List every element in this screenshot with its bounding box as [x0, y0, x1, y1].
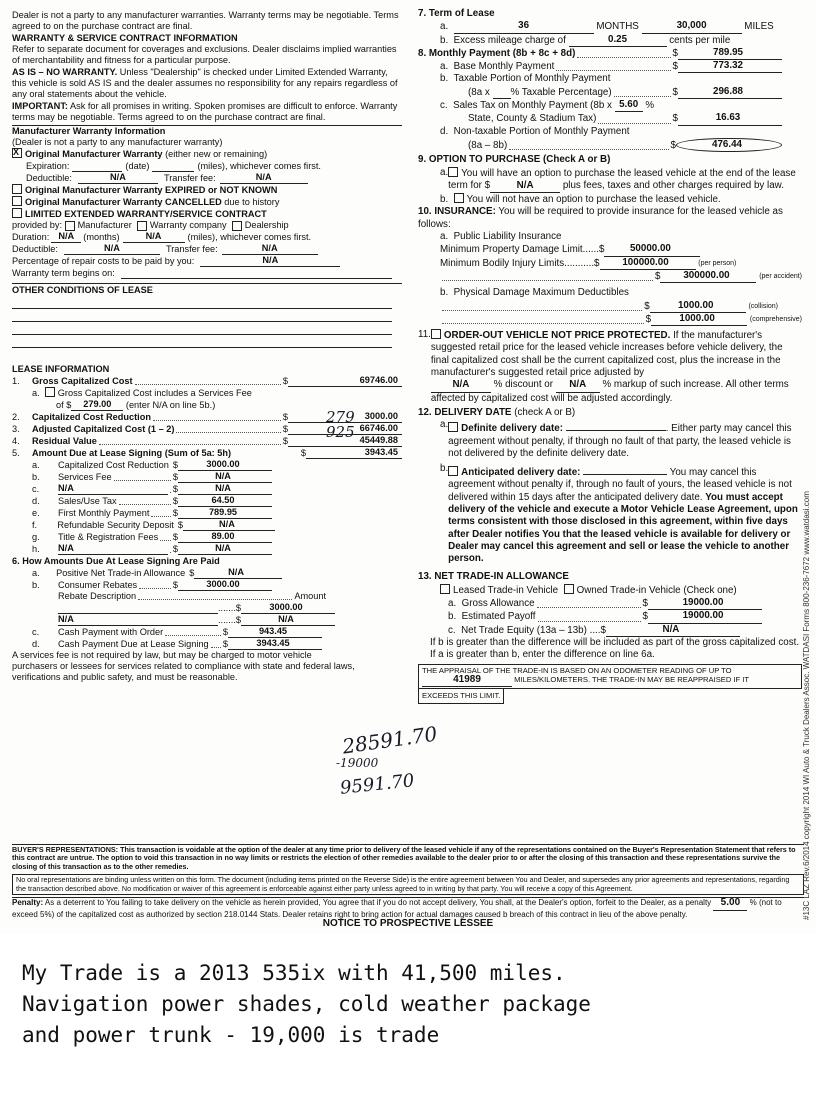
- checkbox[interactable]: [564, 584, 574, 594]
- nontax-row: (8a – 8b) $ 476.44: [418, 138, 802, 152]
- markup-label: % markup of such increase. All other terms affected by capitalized cost will be adjusted accordingly.: [430, 379, 789, 404]
- mfr-sub: (Dealer is not a party to any manufacturer warranty): [12, 137, 223, 147]
- net-equity-row: c. Net Trade Equity (13a – 13b) ....$ N/A: [418, 624, 802, 637]
- net-equity-value[interactable]: N/A: [606, 624, 740, 637]
- min-bodily-value[interactable]: 100000.00: [600, 257, 696, 270]
- gross-allowance-value[interactable]: 19000.00: [648, 597, 762, 610]
- conditions-line[interactable]: [12, 322, 392, 335]
- base-monthly-value[interactable]: 773.32: [678, 60, 782, 73]
- option-b-row: b. You will not have an option to purchase the leased vehicle.: [440, 194, 721, 206]
- sales-tax-row1: c. Sales Tax on Monthly Payment (8b x 5.60 %: [440, 99, 655, 112]
- conditions-line[interactable]: [12, 335, 392, 348]
- item-label: Residual Value: [32, 436, 97, 446]
- deductible2-value[interactable]: N/A: [64, 243, 160, 255]
- definite-label: Definite delivery date:: [461, 423, 563, 435]
- item-letter: a.: [32, 460, 40, 470]
- right-column: [418, 8, 802, 704]
- penalty-text-2: % (not to exceed 5%) of the capitalized cost as authorized by section 218.0144 Stats. Dealer retains right to bring action for actual damages caused b breach of this contract in lieu of the above penalty.: [12, 898, 782, 920]
- percentage-label: Percentage of repair costs to be paid by you:: [12, 256, 195, 266]
- option-a-value[interactable]: N/A: [490, 180, 560, 193]
- item-letter: f.: [32, 520, 38, 530]
- rebate-line-1: .......$ 3000.00: [12, 602, 402, 614]
- item-1a-rest: (enter N/A on line 5b.): [125, 400, 216, 410]
- if-b-text: If b is greater than the difference will be included as part of the gross capitalized cost. If a is greater than b, enter the difference on line 6a.: [430, 636, 800, 661]
- mfr-heading: Manufacturer Warranty Information: [12, 125, 402, 137]
- monthly-payment-value[interactable]: 789.95: [678, 47, 782, 60]
- deductible-label: Deductible:: [12, 244, 58, 254]
- per-accident-label: (per accident): [759, 272, 802, 280]
- discount-label: % discount or: [493, 379, 553, 391]
- limited-label: LIMITED EXTENDED WARRANTY/SERVICE CONTRACT: [25, 209, 267, 219]
- amount-due-line-value[interactable]: N/A: [178, 471, 272, 483]
- net-equity-label: Net Trade Equity (13a – 13b) ....$: [461, 624, 606, 636]
- cap-cost-reduction-value[interactable]: 3000.00: [288, 411, 402, 423]
- adjusted-cap-cost-value[interactable]: 66746.00: [288, 423, 402, 435]
- deductible2-row: [12, 243, 402, 255]
- amount-due-line-value[interactable]: 3000.00: [178, 459, 272, 471]
- delivery-sub: (check A or B): [514, 406, 576, 418]
- item-number: 1.: [12, 376, 20, 386]
- checkbox[interactable]: [137, 221, 147, 231]
- amount-due-line-value[interactable]: N/A: [183, 519, 275, 531]
- expiration-row: [12, 160, 402, 172]
- nontax-label2: (8a – 8b): [468, 139, 508, 151]
- option-a-rest: plus fees, taxes and other charges required by law.: [562, 179, 784, 191]
- public-liability-row: a. Public Liability Insurance: [440, 231, 562, 243]
- conditions-line[interactable]: [12, 309, 392, 322]
- notes-text: My Trade is a 2013 535ix with 41,500 miles. Navigation power shades, cold weather package and power trunk - 19,000 is trade: [22, 961, 591, 1047]
- sub-item-row: e. First Monthly Payment $ 789.95: [12, 507, 402, 519]
- item-label: Consumer Rebates: [58, 580, 138, 590]
- anticipated-bold-text: You must accept delivery of the vehicle and execute a Motor Vehicle Lease Agreement, upon terms consistent with those disclosed in this agreement, within five days after Dealer notifies You that the leased vehicle is available for delivery or Dealer may cancel this agreement and sell or lease the vehicle to another person.: [448, 491, 798, 565]
- item-letter: b.: [32, 472, 40, 482]
- checkbox[interactable]: [12, 184, 22, 194]
- warranty-heading: WARRANTY & SERVICE CONTRACT INFORMATION: [12, 33, 238, 43]
- other-conditions-heading: OTHER CONDITIONS OF LEASE: [12, 283, 402, 296]
- item-letter: d.: [32, 496, 40, 506]
- anticipated-label: Anticipated delivery date:: [461, 467, 581, 479]
- term-row: a. 36 MONTHS 30,000 MILES: [440, 20, 774, 33]
- checkbox[interactable]: [12, 208, 22, 218]
- item-label: Services Fee: [58, 472, 112, 482]
- checkbox[interactable]: [45, 387, 55, 397]
- months-label: (months): [83, 232, 120, 242]
- transfer-fee-label: Transfer fee:: [163, 173, 216, 183]
- min-property-value[interactable]: 50000.00: [604, 243, 700, 256]
- item-number: 3.: [12, 424, 20, 434]
- gross-allowance-label: Gross Allowance: [461, 598, 535, 610]
- sales-tax-label2: State, County & Stadium Tax): [468, 113, 597, 125]
- item-label: N/A: [58, 543, 168, 555]
- item-1-row: 1. Gross Capitalized Cost $ 69746.00: [12, 375, 402, 387]
- item-6-list: [12, 567, 402, 591]
- cancelled-rest: due to history: [224, 197, 280, 207]
- handwritten-9591: 9591.70: [339, 770, 416, 799]
- term-heading: 7. Term of Lease: [418, 8, 495, 19]
- trade-heading: 13. NET TRADE-IN ALLOWANCE: [418, 571, 569, 583]
- sales-tax-pct[interactable]: 5.60: [615, 99, 643, 112]
- bottom-section: [12, 842, 804, 929]
- collision-row: $ 1000.00 (collision): [418, 300, 802, 313]
- sub-item-row: a. Capitalized Cost Reduction $ 3000.00: [12, 459, 402, 471]
- orig-warranty-rest: (either new or remaining): [165, 149, 268, 159]
- item-letter: c.: [32, 484, 40, 494]
- item-number: 2.: [12, 412, 20, 422]
- amount-due-line-value[interactable]: N/A: [178, 483, 272, 495]
- option-heading: 9. OPTION TO PURCHASE (Check A or B): [418, 154, 611, 166]
- item-label: Capitalized Cost Reduction: [32, 412, 151, 422]
- term-miles-value[interactable]: 30,000: [642, 20, 742, 33]
- handwritten-minus-19000: -19000: [336, 756, 379, 770]
- physical-damage-label: Physical Damage Maximum Deductibles: [453, 287, 629, 299]
- collision-label: (collision): [748, 302, 778, 310]
- deductible-row: [12, 172, 402, 184]
- sub-item-row: a. Positive Net Trade-in Allowance $ N/A: [12, 567, 402, 579]
- item-letter: d.: [32, 639, 40, 649]
- option-manufacturer: Manufacturer: [77, 220, 132, 230]
- disclaimer-dealer: Dealer is not a party to any manufacturer warranties. Warranty terms may be negotiable. Terms agreed to on the purchase contract are final.: [12, 10, 399, 31]
- item-label: Cash Payment with Order: [58, 627, 164, 637]
- item-label: Cash Payment Due at Lease Signing: [58, 639, 209, 649]
- accident-row: $ 300000.00 (per accident): [418, 270, 802, 283]
- taxable-portion-value[interactable]: 296.88: [678, 86, 782, 99]
- checkbox[interactable]: [448, 167, 458, 177]
- appraisal-miles-value[interactable]: 41989: [422, 675, 512, 687]
- percentage-row: [12, 255, 402, 267]
- insurance-heading: 10. INSURANCE:: [418, 206, 496, 218]
- option-warranty-company: Warranty company: [149, 220, 227, 230]
- checkbox[interactable]: [448, 466, 458, 476]
- important-text: Ask for all promises in writing. Spoken promises are difficult to enforce. Warranty terms may be negotiable. Terms agreed to on the purchase contract are final.: [12, 101, 398, 122]
- item-label: Adjusted Capitalized Cost (1 – 2): [32, 424, 175, 434]
- taxable-label-row: b. Taxable Portion of Monthly Payment: [440, 73, 611, 85]
- sub-item-row: f. Refundable Security Deposit $ N/A: [12, 519, 402, 531]
- comprehensive-label: (comprehensive): [749, 315, 802, 323]
- appraisal-box: [418, 664, 802, 689]
- months-label: MONTHS: [596, 21, 639, 33]
- insurance-text: You will be required to provide insurance for the leased vehicle as follows:: [418, 206, 783, 230]
- rebate-amount-2[interactable]: N/A: [241, 614, 335, 626]
- orig-warranty-row: [12, 148, 402, 160]
- buyers-rep-text: This transaction is voidable at the option of the dealer at any time prior to delivery of the leased vehicle if any of the representations contained on the Buyer's Representation Statement that refers to this contract are untrue. The option to void this transaction in no way limits or restricts the election of other remedies available to the dealer prior to or after the closing of this transaction and these representations survive the closing of this transaction as to the other remedies.: [12, 845, 796, 871]
- item-6-heading: 6. How Amounts Due At Lease Signing Are Paid: [12, 556, 220, 566]
- min-property-row: [418, 243, 802, 256]
- cancelled-label: Original Manufacturer Warranty CANCELLED: [25, 197, 222, 207]
- buyers-rep-label: BUYER'S REPRESENTATIONS:: [12, 845, 119, 854]
- public-liability-label: Public Liability Insurance: [453, 231, 562, 243]
- excess-value[interactable]: 0.25: [569, 34, 667, 47]
- option-a-text: You will have an option to purchase the leased vehicle at the end of the lease term for $: [448, 167, 796, 191]
- expired-label: Original Manufacturer Warranty EXPIRED or NOT KNOWN: [25, 185, 278, 195]
- provided-by-row: [12, 220, 402, 231]
- as-is-label: AS IS – NO WARRANTY.: [12, 67, 118, 77]
- monthly-row: 8. Monthly Payment (8b + 8c + 8d) $ 789.95: [418, 47, 802, 60]
- amount-due-line-value[interactable]: 64.50: [178, 495, 272, 507]
- item-4-row: 4. Residual Value $ 45449.88: [12, 435, 402, 447]
- as-is-paragraph: [12, 67, 402, 100]
- important-paragraph: [12, 101, 402, 123]
- item-1a-text: Gross Capitalized Cost includes a Services Fee: [57, 388, 252, 398]
- item-letter: a.: [32, 568, 40, 578]
- side-copyright: [796, 420, 816, 930]
- item-letter: h.: [32, 544, 40, 554]
- handwritten-925: 925: [326, 423, 355, 441]
- comprehensive-row: $ 1000.00 (comprehensive): [418, 313, 802, 326]
- appraisal-text-2: MILES/KILOMETERS. THE TRADE-IN MAY BE REAPPRAISED IF IT: [514, 674, 750, 684]
- item-2-row: 2. Capitalized Cost Reduction $ 3000.00: [12, 411, 402, 423]
- duration-row: [12, 231, 402, 243]
- collision-value[interactable]: 1000.00: [650, 300, 746, 313]
- percentage-value[interactable]: N/A: [200, 255, 340, 267]
- min-property-label: Minimum Property Damage Limit......$: [440, 244, 605, 256]
- item-label: First Monthly Payment: [58, 508, 150, 518]
- checkbox[interactable]: [232, 221, 242, 231]
- payment-line-value[interactable]: N/A: [194, 567, 281, 579]
- order-out-text: If the manufacturer's suggested retail price for the leased vehicle increases before vehicle delivery, the final capitalized cost shall be the current capitalized cost, plus the increase in the manufacturer's suggested retail price adjusted by: [430, 330, 783, 379]
- excess-row: b. Excess mileage charge of 0.25 cents per mile: [440, 33, 731, 46]
- amount-due-line-value[interactable]: 789.95: [178, 507, 272, 519]
- item-5-list: [12, 459, 402, 555]
- expiration-label: Expiration:: [26, 161, 70, 171]
- item-label: Positive Net Trade-in Allowance: [56, 568, 186, 578]
- deductible-value[interactable]: N/A: [78, 172, 158, 184]
- gross-cap-cost-value[interactable]: 69746.00: [288, 375, 402, 387]
- sub-item-row: d. Sales/Use Tax $ 64.50: [12, 495, 402, 507]
- rebate-desc-field[interactable]: [58, 602, 218, 614]
- penalty-label: Penalty:: [12, 898, 44, 908]
- transfer-fee-value[interactable]: N/A: [220, 172, 308, 184]
- payoff-value[interactable]: 19000.00: [648, 610, 762, 623]
- warranty-begins-row: [12, 267, 402, 279]
- item-label: N/A: [58, 483, 168, 495]
- trade-notes: [22, 958, 802, 1051]
- cash-with-order-value[interactable]: 943.45: [228, 626, 322, 638]
- rebate-desc-row: [12, 591, 402, 602]
- definite-row: a. Definite delivery date: . Either party may cancel this agreement without penalty, if through no fault of that party, the leased vehicle is not delivered by the definite delivery date.: [440, 419, 792, 459]
- delivery-heading-row: [418, 407, 802, 419]
- amount-label: Amount: [294, 591, 326, 601]
- residual-value[interactable]: 45449.88: [288, 435, 402, 447]
- transfer-fee2-value[interactable]: N/A: [222, 243, 318, 255]
- markup-value[interactable]: N/A: [556, 379, 600, 392]
- rebate-line-2: N/A .......$ N/A: [12, 614, 402, 626]
- deductible-label: Deductible:: [26, 173, 72, 183]
- services-note: A services fee is not required by law, but may be charged to motor vehicle purchasers or lessees for services related to compliance with state and federal laws, verifications and public safety, and must be reasonable.: [12, 650, 355, 682]
- expiration-date-field[interactable]: [72, 160, 122, 172]
- taxable-pct-label: % Taxable Percentage): [510, 86, 612, 98]
- important-label: IMPORTANT:: [12, 101, 68, 111]
- checkbox[interactable]: [65, 221, 75, 231]
- of-label: of $: [56, 400, 72, 410]
- item-6d-row: d. Cash Payment Due at Lease Signing $ 3943.45: [12, 638, 402, 650]
- min-bodily-row: [418, 257, 802, 270]
- base-label: Base Monthly Payment: [453, 61, 555, 73]
- item-label: Title & Registration Fees: [58, 532, 159, 542]
- nontax-label: Non-taxable Portion of Monthly Payment: [453, 125, 630, 137]
- checkbox[interactable]: [448, 422, 458, 432]
- accident-value[interactable]: 300000.00: [660, 270, 756, 283]
- conditions-line[interactable]: [12, 296, 392, 309]
- excess-unit: cents per mile: [669, 34, 731, 46]
- buyers-representations: [12, 844, 804, 871]
- order-out-row: 11. ORDER-OUT VEHICLE NOT PRICE PROTECTED. If the manufacturer's suggested retail price for the leased vehicle increases before vehicle delivery, the final capitalized cost shall be the current capitalized cost, plus the increase in the manufacturer's suggested retail price adjusted by N/A % discount or N/A % markup of such increase. All other terms affected by capitalized cost will be adjusted accordingly.: [418, 329, 789, 404]
- duration-miles-value[interactable]: N/A: [123, 231, 185, 243]
- nontax-value[interactable]: 476.44: [676, 138, 782, 152]
- leased-trade-label: Leased Trade-in Vehicle: [453, 584, 559, 596]
- appraisal-limit: EXCEEDS THIS LIMIT.: [418, 689, 504, 704]
- checkbox[interactable]: [12, 196, 22, 206]
- option-dealership: Dealership: [244, 220, 289, 230]
- definite-text: . Either party may cancel this agreement without penalty, if through no fault of that party, the leased vehicle is not delivered by the definite delivery date.: [448, 423, 792, 459]
- sub-item-row: g. Title & Registration Fees $ 89.00: [12, 531, 402, 543]
- services-fee-value[interactable]: 279.00: [71, 399, 123, 411]
- item-3-row: 3. Adjusted Capitalized Cost (1 – 2) $ 66746.00: [12, 423, 402, 435]
- anticipated-text: You may cancel this agreement without penalty if, through no fault of yours, the leased vehicle is not delivered within 15 days after the anticipated delivery date.: [448, 467, 792, 503]
- taxable-row: (8a x % Taxable Percentage) $ 296.88: [418, 86, 802, 99]
- sales-tax-row2: State, County & Stadium Tax) $ 16.63: [418, 112, 802, 125]
- trade-type-row: [418, 584, 802, 597]
- checkbox[interactable]: [431, 329, 441, 339]
- physical-damage-row: b. Physical Damage Maximum Deductibles: [440, 287, 629, 299]
- excess-label: Excess mileage charge of: [453, 34, 566, 46]
- discount-value[interactable]: N/A: [431, 379, 491, 392]
- item-label: Refundable Security Deposit: [57, 520, 174, 530]
- anticipated-date-field[interactable]: [583, 463, 667, 475]
- anticipated-row: b. Anticipated delivery date: You may cancel this agreement without penalty if, through no fault of yours, the leased vehicle is not delivered within 15 days after the anticipated delivery date. You must accept delivery of the vehicle and execute a Motor Vehicle Lease Agreement, upon terms consistent with those disclosed in this agreement, within five days after Dealer notifies You that the leased vehicle is available for delivery or Dealer may cancel this agreement and sell or lease the vehicle to another person.: [440, 463, 798, 565]
- item-label: Gross Capitalized Cost: [32, 376, 133, 386]
- handwritten-279: 279: [326, 408, 355, 426]
- base-row: a. Base Monthly Payment $ 773.32: [418, 60, 802, 73]
- min-bodily-label: Minimum Bodily Injury Limits...........$: [440, 257, 600, 269]
- amount-due-line-value[interactable]: N/A: [178, 543, 272, 555]
- taxable-label: Taxable Portion of Monthly Payment: [453, 73, 611, 85]
- handwritten-28591: 28591.70: [340, 721, 439, 759]
- miles-label: (miles), whichever comes first.: [197, 161, 321, 171]
- sub-item-row: b. Consumer Rebates $ 3000.00: [12, 579, 402, 591]
- payoff-row: b. Estimated Payoff $ 19000.00: [418, 610, 802, 623]
- sub-item-row: h. N/A $ N/A: [12, 543, 402, 555]
- term-months-value[interactable]: 36: [454, 20, 594, 33]
- amount-due-line-value[interactable]: 89.00: [178, 531, 272, 543]
- penalty-text: As a deterrent to You failing to take delivery on the vehicle as herein provided, You agree that if you do not accept delivery, You shall, at the Dealer's option, forfeit to the Dealer, as a penalty: [44, 898, 712, 908]
- rebate-amount-1[interactable]: 3000.00: [241, 602, 335, 614]
- sub-item-row: c. N/A $ N/A: [12, 483, 402, 495]
- orig-warranty-label: Original Manufacturer Warranty: [25, 149, 163, 159]
- gross-allowance-row: a. Gross Allowance $ 19000.00: [418, 597, 802, 610]
- cancelled-row: [12, 196, 402, 208]
- item-letter: c.: [32, 627, 40, 637]
- warranty-text: Refer to separate document for coverages and exclusions. Dealer disclaims implied warranties of merchantability and fitness for a particular purpose.: [12, 44, 397, 65]
- checkbox[interactable]: [454, 193, 464, 203]
- appraisal-text-1: THE APPRAISAL OF THE TRADE-IN IS BASED ON AN ODOMETER READING OF UP TO: [422, 665, 732, 675]
- option-b-text: You will not have an option to purchase the leased vehicle.: [466, 194, 721, 206]
- lease-info-heading: LEASE INFORMATION: [12, 364, 110, 374]
- transfer-fee-label: Transfer fee:: [165, 244, 218, 254]
- comprehensive-value[interactable]: 1000.00: [651, 313, 747, 326]
- warranty-begins-field[interactable]: [121, 267, 392, 279]
- item-label: Amount Due at Lease Signing (Sum of 5a: 5h): [32, 448, 232, 458]
- per-person-label: (per person): [698, 259, 737, 267]
- item-1a: a. Gross Capitalized Cost includes a Services Fee: [32, 388, 252, 398]
- item-letter: b.: [32, 580, 40, 590]
- owned-trade-label: Owned Trade-in Vehicle (Check one): [576, 584, 737, 596]
- sales-tax-label: Sales Tax on Monthly Payment (8b x: [453, 100, 612, 112]
- miles-first-label: (miles), whichever comes first.: [187, 232, 312, 242]
- nontax-label-row: d. Non-taxable Portion of Monthly Payment: [440, 125, 630, 137]
- item-number: 5.: [12, 448, 20, 458]
- expiration-miles-field[interactable]: [152, 160, 194, 172]
- rebate-desc-2[interactable]: N/A: [58, 614, 218, 626]
- penalty-row: [12, 897, 804, 919]
- order-out-label: ORDER-OUT VEHICLE NOT PRICE PROTECTED.: [443, 330, 671, 342]
- duration-label: Duration:: [12, 232, 50, 242]
- checkbox[interactable]: [440, 584, 450, 594]
- limited-row: [12, 208, 402, 220]
- notice-heading: NOTICE TO PROSPECTIVE LESSEE: [322, 918, 494, 930]
- left-column: [12, 10, 402, 683]
- item-6c-row: c. Cash Payment with Order $ 943.45: [12, 626, 402, 638]
- sub-item-row: b. Services Fee $ N/A: [12, 471, 402, 483]
- provided-by-label: provided by:: [12, 220, 63, 230]
- definite-date-field[interactable]: [566, 419, 666, 431]
- miles-label: MILES: [744, 21, 774, 33]
- option-a-row: a. You will have an option to purchase the leased vehicle at the end of the lease term for $ N/A plus fees, taxes and other charges required by law.: [418, 167, 802, 194]
- item-label: Sales/Use Tax: [58, 496, 117, 506]
- item-letter: e.: [32, 508, 40, 518]
- cash-due-signing-value[interactable]: 3943.45: [228, 638, 322, 650]
- est-payoff-label: Estimated Payoff: [461, 611, 536, 623]
- rebate-desc-label: Rebate Description: [58, 591, 137, 601]
- item-number: 4.: [12, 436, 20, 446]
- date-label: (date): [125, 161, 150, 171]
- no-oral-box: No oral representations are binding unless written on this form. The document (including items printed on the Reverse Side) is the entire agreement between You and Dealer, and supersedes any prior agreements and representations, regarding the transaction described above. No modification or waiver of this agreement is enforceable against either party unless agreed to in writing by that party. You will receive a copy of this Agreement.: [12, 874, 804, 895]
- warranty-begins-label: Warranty term begins on:: [12, 268, 115, 278]
- checked-checkbox[interactable]: [12, 148, 22, 158]
- insurance-row: [418, 206, 802, 231]
- sales-tax-value[interactable]: 16.63: [678, 112, 782, 125]
- item-letter: g.: [32, 532, 40, 542]
- duration-months-value[interactable]: N/A: [51, 231, 81, 243]
- expired-row: [12, 184, 402, 196]
- item-label: Capitalized Cost Reduction: [58, 460, 169, 470]
- monthly-heading: 8. Monthly Payment (8b + 8c + 8d): [418, 47, 576, 59]
- amount-due-value[interactable]: 3943.45: [306, 447, 402, 459]
- penalty-value[interactable]: 5.00: [713, 899, 747, 911]
- payment-line-value[interactable]: 3000.00: [178, 579, 272, 591]
- delivery-heading: 12. DELIVERY DATE: [418, 406, 512, 418]
- item-5-row: 5. Amount Due at Lease Signing (Sum of 5a: 5h) $ 3943.45: [12, 447, 402, 459]
- as-is-text: Unless "Dealership" is checked under Limited Extended Warranty, this vehicle is sold AS IS and the dealer assumes no responsibility for any repairs regardless of any oral statements about the vehicle.: [12, 67, 398, 99]
- side-copyright-text: #13C LAZ Rev.6/2014 copyright 2014 WI Auto & Truck Dealers Assoc. WATDASI Forms 800-236-7672 www.watdasi.com: [802, 491, 811, 920]
